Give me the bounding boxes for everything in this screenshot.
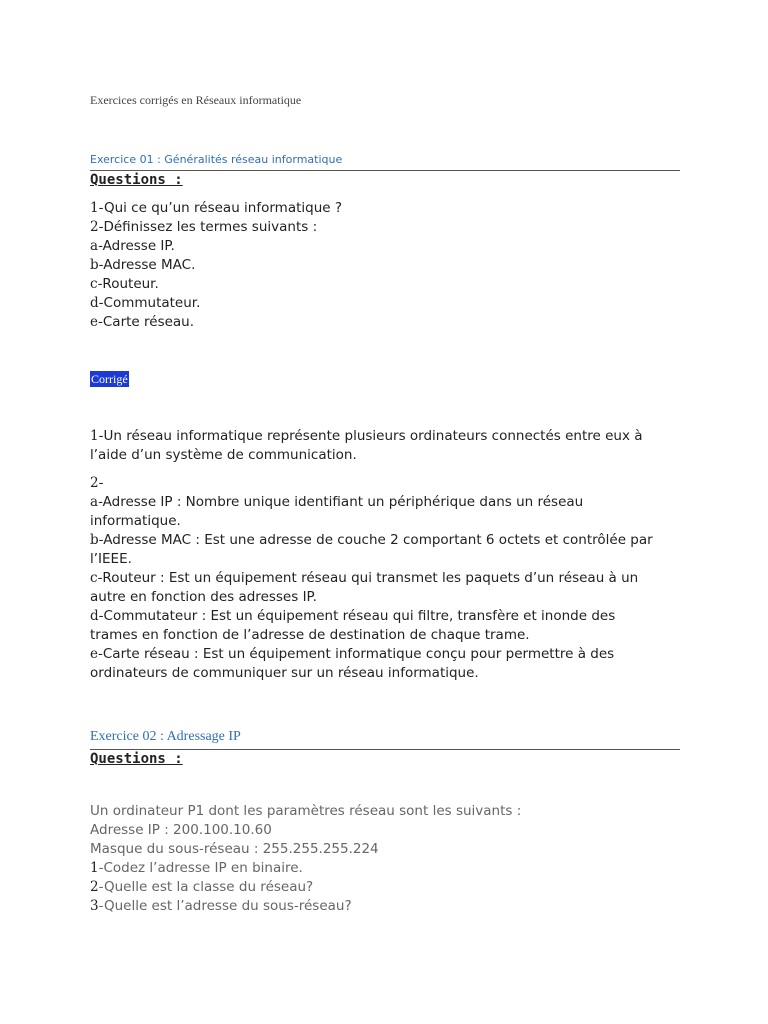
exercise-1-divider bbox=[90, 170, 680, 171]
list-item: a-Adresse IP : Nombre unique identifiant un périphérique dans un réseau informatique. bbox=[90, 494, 584, 529]
list-item: 1-Codez l’adresse IP en binaire. bbox=[90, 860, 303, 876]
list-item: e-Carte réseau. bbox=[90, 314, 195, 330]
exercise-2-content bbox=[90, 802, 690, 916]
ip-address-value: Adresse IP : 200.100.10.60 bbox=[90, 822, 272, 838]
subnet-mask-value: Masque du sous-réseau : 255.255.255.224 bbox=[90, 841, 379, 857]
list-item: 1-Qui ce qu’un réseau informatique ? bbox=[90, 200, 343, 216]
list-item: d-Commutateur : Est un équipement réseau qui filtre, transfère et inonde des trames en fonction de l’adresse de destination de chaque trame. bbox=[90, 608, 616, 643]
list-item: 2-Quelle est la classe du réseau? bbox=[90, 879, 314, 895]
list-item: 2-Définissez les termes suivants : bbox=[90, 219, 318, 235]
list-item: e-Carte réseau : Est un équipement informatique conçu pour permettre à des ordinateurs de communiquer sur un réseau informatique. bbox=[90, 646, 615, 681]
exercise-2-title: Exercice 02 : Adressage IP bbox=[90, 729, 241, 744]
list-item: b-Adresse MAC : Est une adresse de couche 2 comportant 6 octets et contrôlée par l’IEEE. bbox=[90, 532, 653, 567]
document-title: Exercices corrigés en Réseaux informatique bbox=[90, 93, 302, 107]
list-item: c-Routeur. bbox=[90, 276, 159, 292]
exercise-1-title: Exercice 01 : Généralités réseau informatique bbox=[90, 153, 343, 166]
exercise-1-answer-1: 1-Un réseau informatique représente plusieurs ordinateurs connectés entre eux à l’aide d’un système de communication. bbox=[90, 428, 643, 463]
exercise-2-questions-heading: Questions : bbox=[90, 751, 183, 767]
list-item: 3-Quelle est l’adresse du sous-réseau? bbox=[90, 898, 352, 914]
exercise-1-answer-2 bbox=[90, 474, 655, 683]
list-item: b-Adresse MAC. bbox=[90, 257, 196, 273]
exercise-2-intro: Un ordinateur P1 dont les paramètres réseau sont les suivants : bbox=[90, 803, 522, 819]
list-item: c-Routeur : Est un équipement réseau qui transmet les paquets d’un réseau à un autre en fonction des adresses IP. bbox=[90, 570, 639, 605]
list-item: a-Adresse IP. bbox=[90, 238, 175, 254]
exercise-1-questions-heading: Questions : bbox=[90, 172, 183, 188]
exercise-2-divider bbox=[90, 749, 680, 750]
list-item: d-Commutateur. bbox=[90, 295, 201, 311]
list-item: 2- bbox=[90, 475, 104, 491]
corrige-label: Corrigé bbox=[91, 372, 128, 386]
exercise-1-questions bbox=[90, 199, 690, 332]
